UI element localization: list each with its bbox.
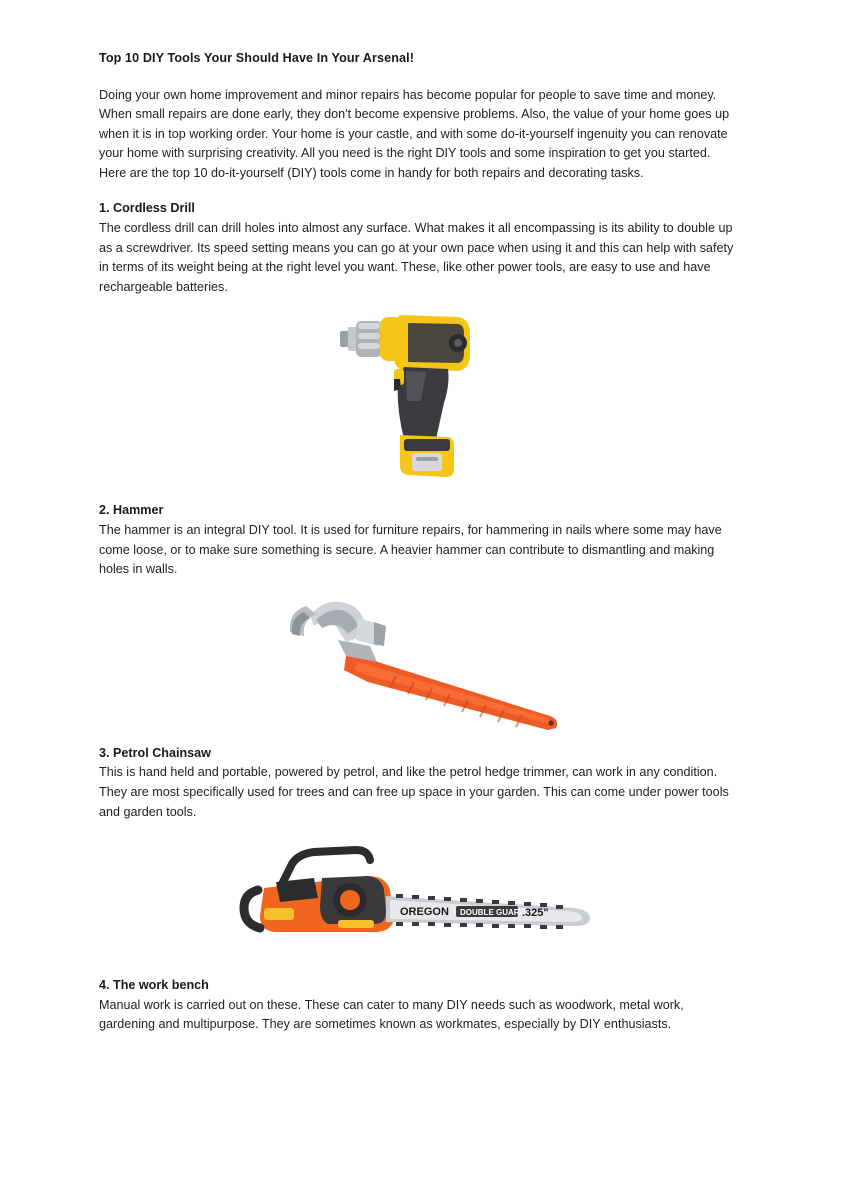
- section-text-2: The hammer is an integral DIY tool. It is used for furniture repairs, for hammering in nails where some may have come loose, or to make sure something is secure. A heavier hammer can contribute to dismantling and making holes in walls.: [99, 523, 722, 577]
- document-content: [99, 50, 736, 1049]
- section-heading-3: 3. Petrol Chainsaw: [99, 745, 211, 760]
- claw-hammer-photo: [218, 590, 618, 730]
- section-work-bench: [99, 976, 736, 1035]
- page-title: Top 10 DIY Tools Your Should Have In Your Arsenal!: [99, 51, 414, 65]
- figure-claw-hammer: [99, 590, 736, 730]
- section-heading-4: 4. The work bench: [99, 978, 209, 993]
- figure-cordless-drill: [99, 307, 736, 487]
- figure-petrol-chainsaw: [99, 832, 736, 962]
- section-heading-2: 2. Hammer: [99, 503, 164, 518]
- section-text-3: This is hand held and portable, powered by petrol, and like the petrol hedge trimmer, can work in any condition. They are most specifically used for trees and can free up space in your garden. This can come under power tools and garden tools.: [99, 765, 729, 819]
- chainsaw-sub-label: DOUBLE GUARD: [459, 908, 525, 918]
- section-hammer: [99, 501, 736, 729]
- section-cordless-drill: [99, 199, 736, 487]
- section-text-1: The cordless drill can drill holes into almost any surface. What makes it all encompassing is its ability to double up as a screwdriver. Its speed setting means you can go at your own pace when using it and this can help with safety in terms of its weight being at the right level you want. These, like other power tools, are easy to use and have rechargeable batteries.: [99, 221, 734, 294]
- section-petrol-chainsaw: [99, 744, 736, 962]
- section-text-4: Manual work is carried out on these. These can cater to many DIY needs such as woodwork, metal work, gardening and multipurpose. They are sometimes known as workmates, especially by DIY enthusiasts.: [99, 997, 684, 1032]
- chainsaw-brand-label: OREGON: [399, 906, 449, 919]
- intro-paragraph: Doing your own home improvement and minor repairs has become popular for people to save time and money. When small repairs are done early, they don't become expensive problems. Also, the value of your home goes up when it is in top working order. Your home is your castle, and with some do-it-yourself ingenuity you can renovate your home with surprising creativity. All you need is the right DIY tools and some inspiration to get you started. Here are the top 10 do-it-yourself (DIY) tools come in handy for both repairs and decorating tasks.: [99, 87, 730, 180]
- section-heading-1: 1. Cordless Drill: [99, 201, 195, 216]
- petrol-chainsaw-photo: [218, 832, 618, 962]
- chainsaw-gauge-label: .325": [521, 907, 549, 920]
- cordless-drill-photo: [308, 307, 528, 487]
